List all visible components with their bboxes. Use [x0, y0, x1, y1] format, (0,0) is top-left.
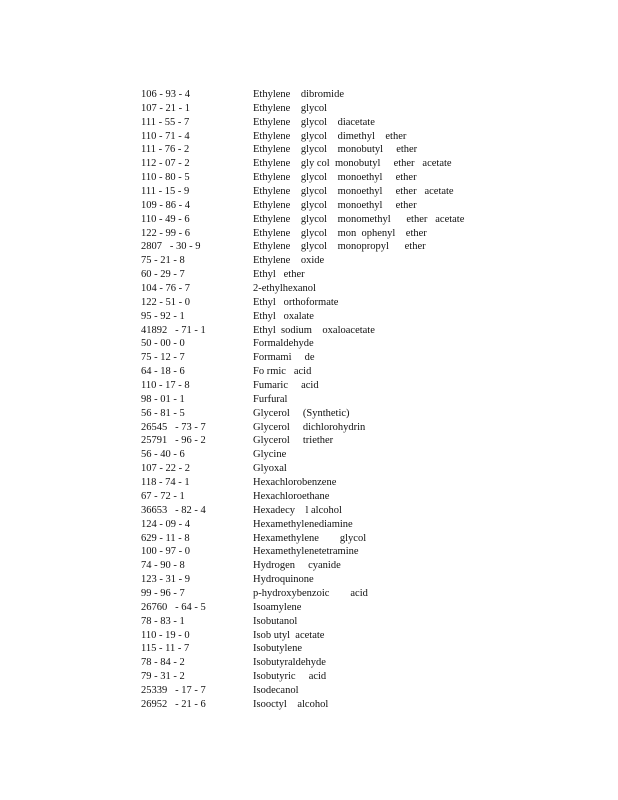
chemical-name: Ethyl orthoformate [253, 296, 339, 308]
list-item [141, 532, 464, 546]
cas-number: 115 - 11 - 7 [141, 643, 190, 655]
list-item [141, 185, 464, 199]
list-item [141, 601, 464, 615]
cas-number: 67 - 72 - 1 [141, 490, 185, 502]
cas-number: 109 - 86 - 4 [141, 199, 190, 211]
cas-number: 56 - 81 - 5 [141, 407, 185, 419]
list-item [141, 684, 464, 698]
chemical-name: Hexamethylenetetramine [253, 546, 359, 558]
cas-number: 118 - 74 - 1 [141, 477, 190, 489]
chemical-name: Ethylene glycol monomethyl ether acetate [253, 213, 465, 225]
chemical-name: Glycerol dichlorohydrin [253, 421, 366, 433]
cas-number: 110 - 49 - 6 [141, 213, 190, 225]
list-item [141, 130, 464, 144]
list-item [141, 199, 464, 213]
chemical-name: Ethylene glycol monoethyl ether acetate [253, 186, 454, 198]
list-item [141, 102, 464, 116]
chemical-name: Ethylene glycol monopropyl ether [253, 241, 426, 253]
list-item [141, 656, 464, 670]
chemical-name: Glycerol (Synthetic) [253, 407, 350, 419]
list-item [141, 393, 464, 407]
list-item [141, 310, 464, 324]
chemical-name: Glycerol triether [253, 435, 334, 447]
list-item [141, 282, 464, 296]
cas-number: 110 - 71 - 4 [141, 130, 190, 142]
chemical-name: Hydroquinone [253, 574, 314, 586]
cas-number: 60 - 29 - 7 [141, 269, 185, 281]
chemical-name: Isoamylene [253, 601, 302, 613]
chemical-name: Hexamethylenediamine [253, 518, 353, 530]
list-item [141, 116, 464, 130]
chemical-name: Ethylene oxide [253, 255, 325, 267]
chemical-name: Hexachlorobenzene [253, 477, 337, 489]
chemical-name: Ethylene glycol diacetate [253, 116, 375, 128]
list-item [141, 268, 464, 282]
cas-number: 110 - 80 - 5 [141, 172, 190, 184]
cas-number: 629 - 11 - 8 [141, 532, 190, 544]
list-item [141, 254, 464, 268]
chemical-name: Ethylene glycol mon ophenyl ether [253, 227, 427, 239]
list-item [141, 476, 464, 490]
cas-number: 75 - 21 - 8 [141, 255, 185, 267]
cas-number: 41892 - 71 - 1 [141, 324, 206, 336]
cas-number: 110 - 19 - 0 [141, 629, 190, 641]
chemical-name: Ethylene glycol [253, 102, 328, 114]
cas-number: 122 - 51 - 0 [141, 296, 190, 308]
chemical-name: Hydrogen cyanide [253, 560, 341, 572]
chemical-name: Ethyl oxalate [253, 310, 314, 322]
list-item [141, 559, 464, 573]
cas-number: 25339 - 17 - 7 [141, 684, 206, 696]
cas-number: 123 - 31 - 9 [141, 574, 190, 586]
chemical-name: Hexachloroethane [253, 490, 330, 502]
cas-number: 99 - 96 - 7 [141, 587, 185, 599]
cas-number: 79 - 31 - 2 [141, 671, 185, 683]
list-item [141, 213, 464, 227]
cas-number: 26952 - 21 - 6 [141, 698, 206, 710]
cas-number: 124 - 09 - 4 [141, 518, 190, 530]
chemical-name: Isooctyl alcohol [253, 698, 329, 710]
list-item [141, 227, 464, 241]
cas-number: 36653 - 82 - 4 [141, 504, 206, 516]
chemical-name: Fumaric acid [253, 380, 319, 392]
list-item [141, 504, 464, 518]
list-item [141, 337, 464, 351]
chemical-name: Fo rmic acid [253, 366, 312, 378]
chemical-name: Isob utyl acetate [253, 629, 325, 641]
cas-number: 64 - 18 - 6 [141, 366, 185, 378]
chemical-name: Formami de [253, 352, 315, 364]
cas-number: 95 - 92 - 1 [141, 310, 185, 322]
chemical-name: p-hydroxybenzoic acid [253, 587, 368, 599]
chemical-name: 2-ethylhexanol [253, 283, 316, 295]
list-item [141, 462, 464, 476]
chemical-name: Ethylene gly col monobutyl ether acetate [253, 158, 452, 170]
list-item [141, 324, 464, 338]
chemical-name: Glycine [253, 449, 287, 461]
list-item [141, 351, 464, 365]
chemical-name: Hexamethylene glycol [253, 532, 367, 544]
list-item [141, 615, 464, 629]
chemical-name: Formaldehyde [253, 338, 314, 350]
cas-number: 106 - 93 - 4 [141, 89, 190, 100]
list-item [141, 573, 464, 587]
cas-number: 107 - 22 - 2 [141, 463, 190, 475]
chemical-name: Ethylene dibromide [253, 89, 344, 100]
list-item [141, 629, 464, 643]
list-item [141, 143, 464, 157]
chemical-name: Isodecanol [253, 684, 299, 696]
chemical-list [141, 88, 464, 712]
cas-number: 25791 - 96 - 2 [141, 435, 206, 447]
chemical-name: Isobutyric acid [253, 671, 327, 683]
list-item [141, 670, 464, 684]
chemical-name: Hexadecy l alcohol [253, 504, 342, 516]
chemical-name: Ethyl ether [253, 269, 305, 281]
list-item [141, 171, 464, 185]
cas-number: 78 - 83 - 1 [141, 615, 185, 627]
cas-number: 112 - 07 - 2 [141, 158, 190, 170]
list-item [141, 545, 464, 559]
cas-number: 111 - 76 - 2 [141, 144, 190, 156]
chemical-name: Furfural [253, 393, 288, 405]
cas-number: 122 - 99 - 6 [141, 227, 190, 239]
list-item [141, 448, 464, 462]
list-item [141, 88, 464, 102]
chemical-name: Isobutyraldehyde [253, 657, 326, 669]
cas-number: 26760 - 64 - 5 [141, 601, 206, 613]
cas-number: 111 - 15 - 9 [141, 186, 190, 198]
chemical-name: Isobutylene [253, 643, 302, 655]
cas-number: 26545 - 73 - 7 [141, 421, 206, 433]
cas-number: 75 - 12 - 7 [141, 352, 185, 364]
list-item [141, 434, 464, 448]
chemical-name: Glyoxal [253, 463, 287, 475]
chemical-name: Ethyl sodium oxaloacetate [253, 324, 375, 336]
cas-number: 110 - 17 - 8 [141, 380, 190, 392]
list-item [141, 407, 464, 421]
list-item [141, 296, 464, 310]
chemical-name: Ethylene glycol monoethyl ether [253, 199, 417, 211]
chemical-name: Isobutanol [253, 615, 298, 627]
cas-number: 111 - 55 - 7 [141, 116, 190, 128]
cas-number: 98 - 01 - 1 [141, 393, 185, 405]
cas-number: 50 - 00 - 0 [141, 338, 185, 350]
list-item [141, 698, 464, 712]
cas-number: 74 - 90 - 8 [141, 560, 185, 572]
cas-number: 78 - 84 - 2 [141, 657, 185, 669]
list-item [141, 642, 464, 656]
list-item [141, 518, 464, 532]
chemical-name: Ethylene glycol dimethyl ether [253, 130, 407, 142]
cas-number: 100 - 97 - 0 [141, 546, 190, 558]
cas-number: 104 - 76 - 7 [141, 283, 190, 295]
list-item [141, 587, 464, 601]
list-item [141, 379, 464, 393]
list-item [141, 157, 464, 171]
cas-number: 107 - 21 - 1 [141, 102, 190, 114]
chemical-name: Ethylene glycol monoethyl ether [253, 172, 417, 184]
list-item [141, 240, 464, 254]
cas-number: 2807 - 30 - 9 [141, 241, 201, 253]
chemical-name: Ethylene glycol monobutyl ether [253, 144, 418, 156]
list-item [141, 421, 464, 435]
list-item [141, 490, 464, 504]
cas-number: 56 - 40 - 6 [141, 449, 185, 461]
list-item [141, 365, 464, 379]
